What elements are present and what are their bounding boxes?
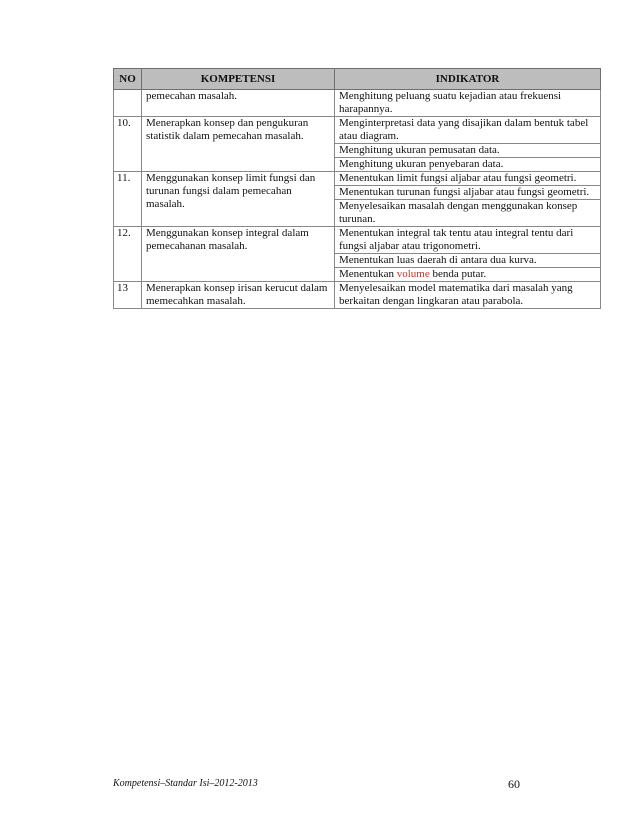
- table-row: [114, 90, 601, 117]
- header-kompetensi: KOMPETENSI: [142, 69, 335, 90]
- page-number: 60: [508, 777, 520, 791]
- table-row: [114, 172, 601, 186]
- indikator-cell: Menginterpretasi data yang disajikan dalam bentuk tabel atau diagram.: [335, 117, 601, 144]
- table-row: [114, 117, 601, 144]
- indikator-cell: Menentukan luas daerah di antara dua kurva.: [335, 254, 601, 268]
- indikator-cell: Menghitung peluang suatu kejadian atau frekuensi harapannya.: [335, 90, 601, 117]
- row-number: 12.: [114, 227, 142, 282]
- row-number: 11.: [114, 172, 142, 227]
- indikator-cell: Menghitung ukuran penyebaran data.: [335, 158, 601, 172]
- indikator-cell: Menentukan limit fungsi aljabar atau fungsi geometri.: [335, 172, 601, 186]
- highlight-volume: volume: [396, 268, 430, 280]
- kompetensi-cell: Menggunakan konsep limit fungsi dan turunan fungsi dalam pemecahan masalah.: [142, 172, 335, 227]
- table-header: [114, 69, 601, 90]
- table-row: [114, 227, 601, 254]
- indikator-cell: Menyelesaikan model matematika dari masalah yang berkaitan dengan lingkaran atau parabola.: [335, 282, 601, 309]
- competency-table: [113, 68, 601, 309]
- table-body: [114, 90, 601, 309]
- indikator-cell: Menentukan integral tak tentu atau integral tentu dari fungsi aljabar atau trigonometri.: [335, 227, 601, 254]
- kompetensi-cell: Menerapkan konsep dan pengukuran statistik dalam pemecahan masalah.: [142, 117, 335, 172]
- kompetensi-cell: pemecahan masalah.: [142, 90, 335, 117]
- kompetensi-cell: Menerapkan konsep irisan kerucut dalam memecahkan masalah.: [142, 282, 335, 309]
- indikator-text-after: benda putar.: [429, 268, 487, 280]
- indikator-cell: [335, 268, 601, 282]
- row-number: [114, 90, 142, 117]
- kompetensi-cell: Menggunakan konsep integral dalam pemecahanan masalah.: [142, 227, 335, 282]
- header-indikator: INDIKATOR: [335, 69, 601, 90]
- indikator-cell: Menentukan turunan fungsi aljabar atau fungsi geometri.: [335, 186, 601, 200]
- footer-document-title: Kompetensi–Standar Isi–2012-2013: [113, 778, 258, 789]
- row-number: 13: [114, 282, 142, 309]
- indikator-text-before: Menentukan: [339, 268, 397, 280]
- row-number: 10.: [114, 117, 142, 172]
- indikator-cell: Menyelesaikan masalah dengan menggunakan konsep turunan.: [335, 200, 601, 227]
- indikator-cell: Menghitung ukuran pemusatan data.: [335, 144, 601, 158]
- table-row: [114, 282, 601, 309]
- header-no: NO: [114, 69, 142, 90]
